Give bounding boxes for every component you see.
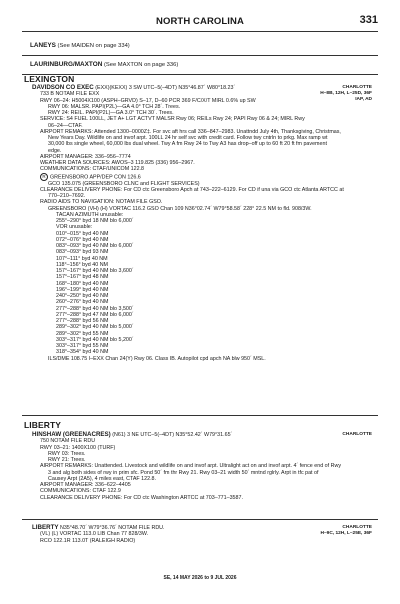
lexington-details bbox=[32, 98, 372, 173]
text-line: 30,000 lbs single wheel, 60,000 lbs dual wheel. Twy A fm Rwy 24 to Twy A3 has drop–off up to 60 ft 20 ft fm pavement bbox=[48, 141, 327, 148]
text-line: RWY 24: REIL. PAPI(P2L)—GA 3.0° TCH 30´. Trees. bbox=[48, 110, 174, 116]
text-line: RWY 03: Trees. bbox=[48, 450, 86, 457]
cross-ref-name: LANEYS bbox=[30, 42, 56, 49]
text-line: 083°–093° byd 40 NM blo 6,000´ bbox=[56, 243, 134, 249]
section-lexington: LEXINGTON bbox=[24, 74, 75, 84]
text-line: AIRPORT MANAGER: 336–622–4405 bbox=[40, 482, 131, 488]
text-line: 318°–354° byd 40 NM bbox=[56, 349, 109, 356]
divider bbox=[22, 55, 378, 56]
text-line: 157°–167° byd 48 NM bbox=[56, 274, 109, 281]
airport-name: DAVIDSON CO EXEC bbox=[32, 84, 94, 91]
text-line: 289°–302° byd 40 NM blo 5,000´ bbox=[56, 324, 134, 331]
app-dep-con: GREENSBORO APP/DEP CON 126.6 bbox=[50, 173, 141, 180]
text-line: AIRPORT MANAGER: 336–956–7774 bbox=[40, 153, 131, 160]
chart-ref-right bbox=[320, 85, 372, 103]
airport-name: HINSHAW (GREENACRES) bbox=[32, 431, 111, 438]
text-line: RADIO AIDS TO NAVIGATION: NOTAM FILE GSO. bbox=[40, 199, 163, 206]
text-line: 277°–288° byd 56 NM bbox=[56, 318, 109, 324]
text-line: 770–210–7692. bbox=[48, 193, 86, 199]
text-line: 010°–015° byd 40 NM bbox=[56, 230, 109, 237]
elevation-line: 733 B NOTAM FILE EXX bbox=[40, 91, 100, 98]
text-line: 750 NOTAM FILE RDU bbox=[40, 438, 96, 445]
cross-ref-laneys bbox=[30, 42, 130, 49]
text-line: VOR unusable: bbox=[56, 224, 93, 231]
navaid-entry-liberty bbox=[32, 525, 372, 544]
text-line: Causey Arpt (2A5), 4 miles east, CTAF 122.8. bbox=[48, 475, 157, 482]
text-line: CLEARANCE DELIVERY PHONE: For CD ctc Greensboro Apch at 743–222–6129. For CD if una via GCO ctc Atlanta ARTCC at bbox=[40, 186, 344, 193]
text-line: RWY 06–24: H5004X100 (ASPH–GRVD) S–17, D–60 PCR 369 F/C/X/T MIRL 0.6% up SW bbox=[40, 97, 256, 104]
text-line: 118°–156° byd 40 NM bbox=[56, 261, 109, 268]
text-line: TACAN AZIMUTH unusable: bbox=[56, 211, 124, 218]
sectional-chart: CHARLOTTE bbox=[342, 525, 372, 530]
text-line: CLEARANCE DELIVERY PHONE: For CD ctc Washington ARTCC at 703–771–3587. bbox=[40, 494, 243, 501]
text-line: 303°–317° byd 40 NM blo 5,200´ bbox=[56, 336, 134, 343]
liberty-details bbox=[32, 438, 372, 501]
enroute-charts: H–8B, 12H, L–25D, 36F bbox=[320, 91, 372, 97]
chart-ref-right: CHARLOTTE bbox=[342, 432, 372, 437]
airport-ident: (EXX)(KEXX) 3 SW UTC–5(–4DT) N35°46.87´ W80°18.23´ bbox=[93, 85, 236, 91]
text-line: 260°–276° byd 40 NM bbox=[56, 299, 109, 306]
radio-icon: R bbox=[40, 173, 48, 181]
text-line: ILS/DME 108.75 I–EXX Chan 24(Y) Rwy 06. Class IB. Autopilot cpd apch NA blw 950´ MSL. bbox=[48, 355, 266, 362]
divider bbox=[22, 415, 378, 416]
divider bbox=[22, 74, 378, 75]
text-line: RCO 122.1R 113.0T (RALEIGH RADIO) bbox=[40, 537, 136, 544]
state-title: NORTH CAROLINA bbox=[156, 16, 244, 27]
header-rule bbox=[22, 31, 378, 32]
text-line: 3 and alg both sides of rwy in prim sfc. Pond 50´ fm thr Rwy 21. Rwy 03–21 width 50´ mntnd rglrly. Arpt in tfc pat of bbox=[48, 469, 319, 476]
text-line: SERVICE: S4 FUEL 100LL, JET A+ LGT ACTVT MALSR Rwy 06; REILs Rwy 24; PAPI Rwy 06 & 24; MIRL Rwy bbox=[40, 116, 305, 123]
text-line: AIRPORT REMARKS: Unattended. Livestock and wildlife on and invof arpt. Ultralight act on and invof arpt. 4´ fence end of Rwy bbox=[40, 463, 341, 470]
page-header bbox=[22, 0, 378, 33]
chart-ref-right bbox=[321, 525, 372, 537]
page-footer: SE, 14 MAY 2026 to 9 JUL 2026 bbox=[163, 575, 237, 581]
enroute-charts: H–9C, 12H, L–25E, 36F bbox=[320, 531, 372, 537]
page-number: 331 bbox=[359, 14, 378, 26]
text-line: 107°–111° byd 40 NM bbox=[56, 255, 108, 262]
text-line: 255°–290° byd 18 NM blo 6,000´ bbox=[56, 218, 134, 224]
text-line: COMMUNICATIONS: CTAF/UNICOM 122.8 bbox=[40, 166, 145, 173]
airport-ident: (N61) 3 NE UTC–5(–4DT) N35°52.42´ W79°31.65´ bbox=[110, 432, 233, 438]
lexington-navaids bbox=[32, 181, 372, 362]
cross-ref-laurinburg bbox=[30, 61, 178, 68]
airport-entry-hinshaw bbox=[32, 432, 372, 501]
text-line: edge. bbox=[48, 147, 62, 154]
text-line: 168°–180° byd 40 NM bbox=[56, 280, 109, 287]
cross-ref-note: (See MAIDEN on page 334) bbox=[57, 43, 130, 49]
text-line: COMMUNICATIONS: CTAF 122.9 bbox=[40, 488, 121, 495]
navaid-name: LIBERTY bbox=[32, 524, 59, 531]
sectional-chart: CHARLOTTE bbox=[342, 85, 372, 90]
text-line: 277°–288° byd 40 NM blo 3,500´ bbox=[56, 305, 134, 312]
cross-ref-name: LAURINBURG/MAXTON bbox=[30, 61, 103, 68]
section-liberty: LIBERTY bbox=[24, 420, 62, 430]
divider bbox=[22, 519, 378, 520]
text-line: RWY 21: Trees. bbox=[48, 457, 86, 463]
text-line: GREENSBORO (VH) (H) VORTAC 116.2 GSO Chan 109 N36°02.74´ W79°58.58´ 228° 22.5 NM to fld. 908/3W. bbox=[48, 205, 312, 212]
text-line: 196°–199° byd 40 NM bbox=[56, 286, 109, 293]
text-line: (VL) (L) VORTAC 113.0 LIB Chan 77 828/3W. bbox=[40, 531, 149, 538]
text-line: 240°–250° byd 40 NM bbox=[56, 293, 109, 299]
app-dep-line bbox=[32, 173, 372, 181]
airport-entry-davidson bbox=[32, 85, 372, 362]
text-line: 083°–093° byd 93 NM bbox=[56, 249, 109, 256]
cross-ref-note: (See MAXTON on page 336) bbox=[103, 62, 179, 68]
text-line: WEATHER DATA SOURCES: AWOS–3 119.825 (336) 956–2967. bbox=[40, 160, 195, 166]
text-line: 06–24—CTAF. bbox=[48, 122, 83, 129]
text-line: 072°–076° byd 40 NM bbox=[56, 236, 109, 243]
text-line: New Years Day. Wildlife on and invof arpt. 100LL 24 hr self svc with credit card. Follow twy cntrln to prkg. Max ramp wt bbox=[48, 135, 328, 141]
text-line: RWY 06: MALSR. PAPI(P2L)—GA 4.0° TCH 28´. Trees. bbox=[48, 103, 181, 110]
text-line: RWY 03–21: 1400X100 (TURF) bbox=[40, 444, 116, 451]
text-line: AIRPORT REMARKS: Attended 1300–0000Z‡. For svc aft hrs call 336–847–2983. Unattndd July 4th, Thanksgiving, Christmas, bbox=[40, 128, 341, 135]
text-line: 303°–317° byd 55 NM bbox=[56, 343, 109, 349]
iap-ref: IAP, AD bbox=[355, 97, 372, 103]
text-line: 277°–288° byd 47 NM blo 6,000´ bbox=[56, 311, 134, 318]
text-line: 289°–302° byd 55 NM bbox=[56, 330, 109, 337]
text-line: 157°–167° byd 40 NM blo 3,600´ bbox=[56, 268, 134, 274]
navaid-position: N35°48.70´ W79°36.76´ NOTAM FILE RDU. bbox=[58, 525, 165, 531]
text-line: GCO 135.075 (GREENSBORO CLNC and FLIGHT SERVICES) bbox=[48, 180, 200, 187]
